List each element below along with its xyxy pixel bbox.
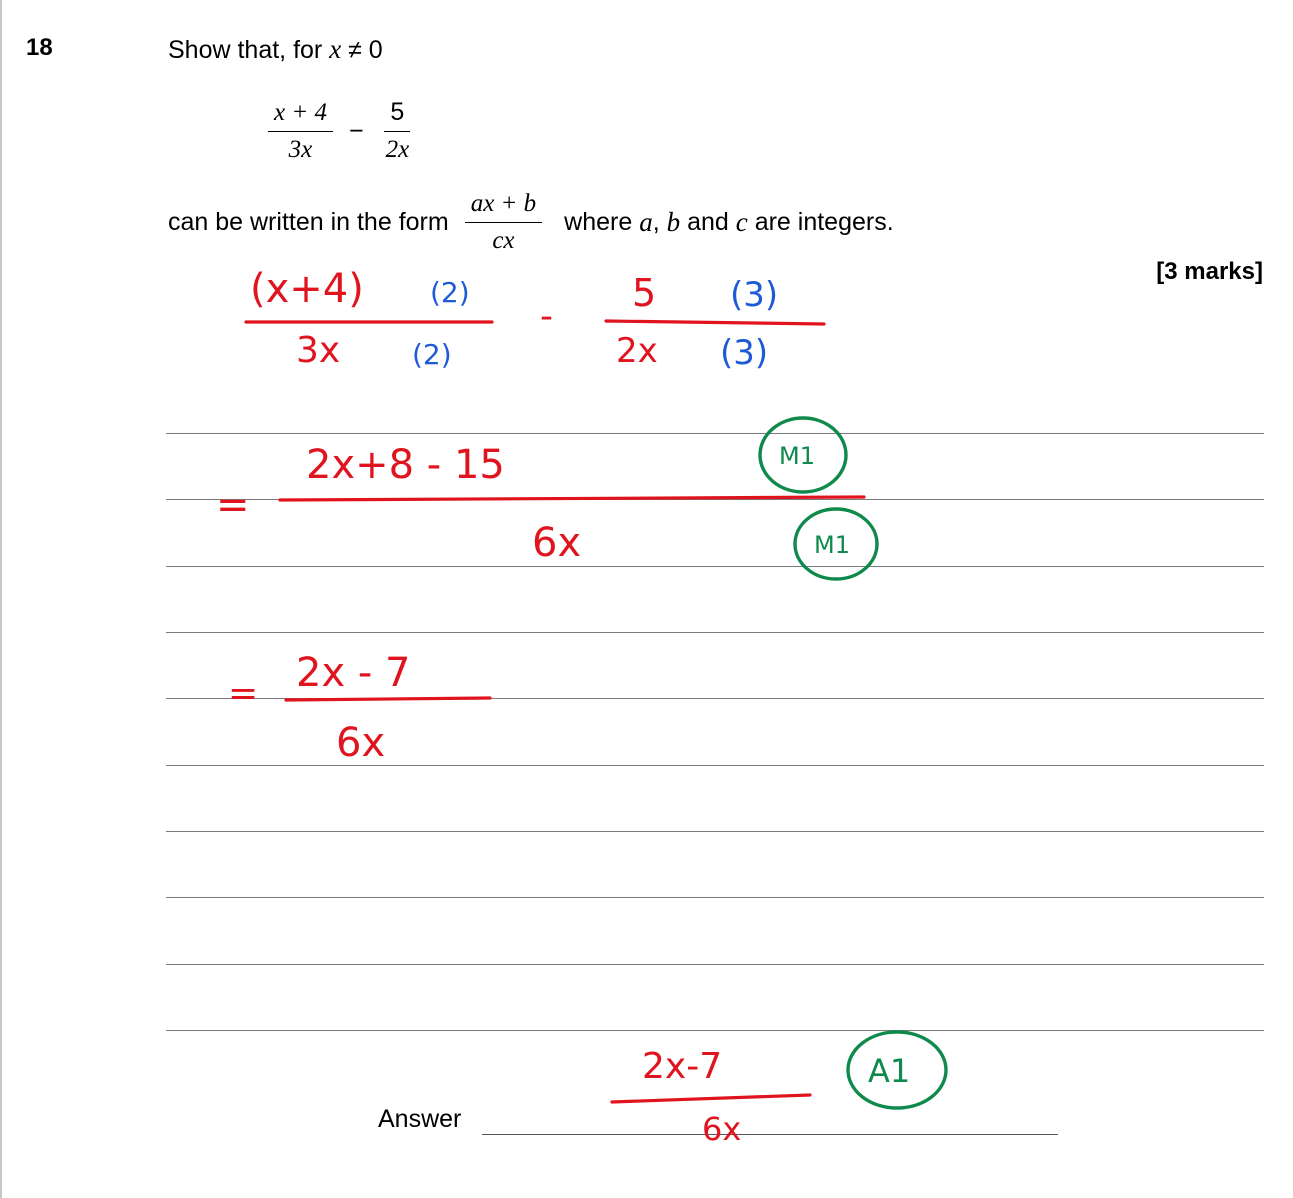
- condition-variable: x: [329, 34, 342, 64]
- page-margin-line: [0, 0, 2, 1198]
- are-integers-text: are integers.: [754, 208, 894, 236]
- step3-equals: =: [228, 673, 259, 714]
- answer-rule-line: [166, 1030, 1264, 1031]
- answer-rule-line: [166, 566, 1264, 567]
- right-denominator: 2x: [385, 136, 410, 163]
- answer-label: Answer: [378, 1105, 462, 1133]
- form-numerator: ax + b: [465, 190, 542, 223]
- step1-right-numerator: 5: [632, 271, 657, 315]
- answer-rule-line: [166, 433, 1264, 434]
- question-prompt: [168, 34, 383, 65]
- step2-denominator: 6x: [532, 520, 582, 566]
- step1-left-denominator-multiplier: (2): [412, 338, 452, 371]
- left-numerator: x + 4: [268, 99, 333, 132]
- step2-equals: =: [216, 482, 250, 528]
- step3-denominator: 6x: [336, 720, 386, 766]
- answer-rule-line: [166, 831, 1264, 832]
- question-number: 18: [26, 34, 53, 61]
- mark-circle: [795, 509, 877, 579]
- form-fraction: [465, 190, 542, 255]
- answer-rule-line: [166, 632, 1264, 633]
- mark-m1-first: M1: [779, 442, 815, 470]
- answer-denominator: 6x: [702, 1110, 742, 1148]
- condition-operator: ≠ 0: [348, 36, 383, 64]
- form-denominator: cx: [492, 227, 515, 254]
- mark-a1: A1: [868, 1052, 911, 1090]
- and-text: and: [687, 208, 729, 236]
- step1-left-numerator-multiplier: (2): [430, 276, 470, 309]
- mark-m1-second: M1: [814, 531, 850, 559]
- answer-rule-line: [166, 698, 1264, 699]
- minus-operator: −: [348, 116, 364, 145]
- step1-right-fraction-bar: [606, 321, 824, 324]
- var-b: b: [666, 207, 681, 237]
- left-denominator: 3x: [288, 135, 313, 163]
- where-text: where: [564, 208, 633, 236]
- step2-numerator: 2x+8 - 15: [306, 442, 505, 488]
- mark-circle: [760, 418, 846, 492]
- step1-left-denominator: 3x: [296, 330, 341, 371]
- left-fraction: [268, 99, 333, 164]
- answer-numerator: 2x-7: [642, 1046, 723, 1087]
- var-a: a: [639, 207, 653, 237]
- right-numerator: 5: [384, 98, 410, 132]
- mark-circle: [848, 1032, 946, 1108]
- answer-rule-line: [166, 499, 1264, 500]
- answer-rule-line: [166, 897, 1264, 898]
- step3-numerator: 2x - 7: [296, 650, 411, 696]
- question-expression: [268, 98, 415, 164]
- answer-fraction-bar: [612, 1095, 810, 1102]
- answer-rule-line: [166, 765, 1264, 766]
- step1-minus: -: [540, 296, 553, 337]
- marks-label: [3 marks]: [1156, 258, 1263, 285]
- step1-right-denominator: 2x: [616, 331, 658, 371]
- step1-right-denominator-multiplier: (3): [720, 333, 769, 373]
- step1-right-numerator-multiplier: (3): [730, 275, 779, 315]
- var-c: c: [735, 207, 748, 237]
- form-statement: can be written in the form $\frac{ax + b}{cx}$ where a , b and c are integers.: [168, 190, 894, 254]
- prompt-intro: Show that, for: [168, 36, 323, 64]
- answer-rule-line: [166, 964, 1264, 965]
- right-fraction: [380, 98, 416, 164]
- form-text: can be written in the form: [168, 208, 449, 236]
- answer-line: [482, 1134, 1058, 1135]
- step1-left-numerator: (x+4): [250, 266, 364, 312]
